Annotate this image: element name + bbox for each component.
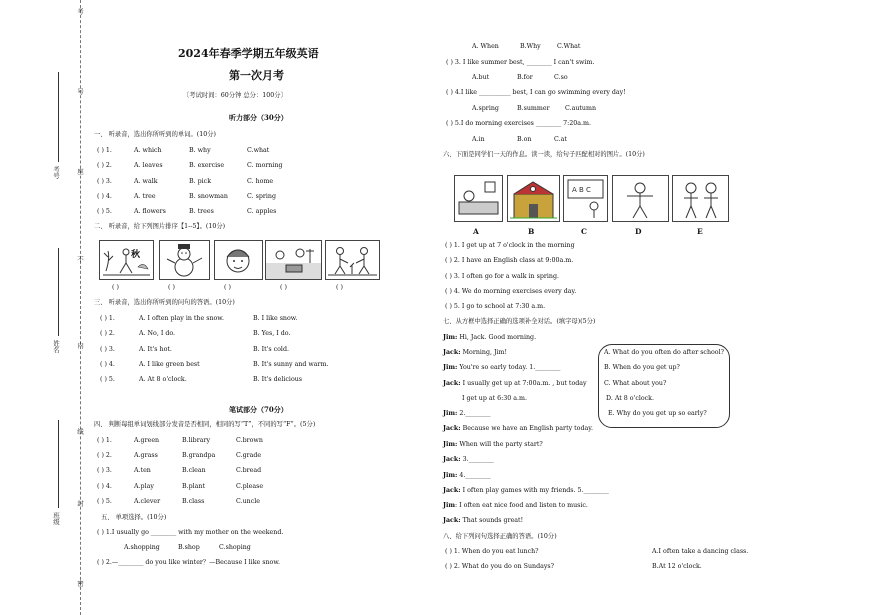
question-text: ( ) 5.I do morning exercises ________ 7:20a.m. bbox=[446, 120, 591, 127]
writing-heading: 笔试部分（70分） bbox=[229, 405, 288, 414]
margin-char: 线 bbox=[76, 428, 84, 435]
question-text: ( ) 2. What do you do on Sundays? bbox=[445, 563, 555, 570]
dialog-line bbox=[443, 472, 491, 480]
margin-char: 不 bbox=[76, 256, 84, 263]
answer-blank[interactable]: ( ) bbox=[224, 284, 231, 291]
line-text: I often play games with my friends. 5.________ bbox=[460, 487, 609, 494]
line-text: 3.________ bbox=[460, 456, 494, 463]
margin-char: 内 bbox=[76, 342, 84, 349]
option-c: C. apples bbox=[247, 208, 277, 215]
option-a: A. At 8 o'clock. bbox=[139, 376, 187, 383]
match-item: ( ) 3. I often go for a walk in spring. bbox=[445, 273, 559, 280]
option-a: A. No, I do. bbox=[139, 330, 176, 337]
dialog-line bbox=[443, 410, 491, 418]
option-a: A.play bbox=[134, 483, 154, 490]
option-num: ( ) 5. bbox=[97, 498, 112, 505]
option-c: C.What bbox=[557, 43, 581, 50]
option-b: B.shop bbox=[178, 544, 200, 551]
dialog-line bbox=[443, 487, 609, 495]
speaker: Jack: bbox=[443, 380, 461, 387]
option-a: A. which bbox=[134, 147, 162, 154]
svg-text:A B C: A B C bbox=[572, 186, 591, 194]
option-b: B.for bbox=[517, 74, 533, 81]
answer-blank[interactable]: ( ) bbox=[168, 284, 175, 291]
option-b: B.clean bbox=[182, 467, 206, 474]
option-b: B. It's delicious bbox=[253, 376, 303, 383]
line-text: That sounds great! bbox=[460, 517, 524, 524]
match-item: ( ) 5. I go to school at 7:30 a.m. bbox=[445, 303, 546, 310]
answer-blank[interactable]: ( ) bbox=[280, 284, 287, 291]
option-a: A.clever bbox=[134, 498, 161, 505]
option-num: ( ) 2. bbox=[97, 162, 112, 169]
answer-option: B.At 12 o'clock. bbox=[652, 563, 702, 570]
option-c: C.brown bbox=[236, 437, 263, 444]
option-num: ( ) 4. bbox=[100, 361, 115, 368]
option-b: B. I like snow. bbox=[253, 315, 298, 322]
class-label: 班级 bbox=[52, 512, 60, 525]
section-title: 七、从方框中选择正确的选项补全对话。(填字母)(5分) bbox=[443, 318, 596, 325]
question-text: ( ) 2.—________ do you like winter？—Because I like snow. bbox=[97, 559, 280, 566]
picture-letter: B bbox=[528, 227, 535, 236]
picture-c-classroom bbox=[563, 175, 608, 222]
option-c: C.autumn bbox=[565, 105, 597, 112]
answer-blank[interactable]: ( ) bbox=[336, 284, 343, 291]
line-text: When will the party start? bbox=[457, 441, 543, 448]
option-num: ( ) 1. bbox=[97, 437, 112, 444]
picture-b-school bbox=[507, 175, 560, 222]
answer-option: A.I often take a dancing class. bbox=[652, 548, 749, 555]
option-c: C.what bbox=[247, 147, 270, 154]
option-a: A.but bbox=[472, 74, 490, 81]
question-text: ( ) 1.I usually go ________ with my mother on the weekend. bbox=[97, 529, 284, 536]
option-c: C.so bbox=[554, 74, 568, 81]
option-b: B. exercise bbox=[189, 162, 225, 169]
option-num: ( ) 2. bbox=[97, 452, 112, 459]
question-text: ( ) 3. I like summer best, ________ I can't swim. bbox=[446, 59, 595, 66]
option-b: B.class bbox=[182, 498, 205, 505]
option-a: A. walk bbox=[134, 178, 158, 185]
exam-number-line[interactable] bbox=[58, 72, 59, 162]
line-text: Morning, Jim! bbox=[460, 349, 508, 356]
listening-heading: 听力部分（30分） bbox=[229, 113, 288, 122]
option-c: C.at bbox=[554, 136, 567, 143]
option-b: B. trees bbox=[189, 208, 214, 215]
option-num: ( ) 3. bbox=[97, 178, 112, 185]
picture-girl bbox=[214, 240, 263, 280]
section-title: 五、 单项选择。(10分) bbox=[101, 514, 167, 521]
picture-picnic bbox=[265, 240, 322, 280]
line-text: Because we have an English party today. bbox=[460, 425, 593, 432]
option-num: ( ) 4. bbox=[97, 193, 112, 200]
box-option: B. When do you get up? bbox=[604, 364, 680, 371]
option-a: A.green bbox=[134, 437, 160, 444]
line-text: : I often eat nice food and listen to music. bbox=[455, 502, 588, 509]
speaker: Jack: bbox=[443, 456, 461, 463]
line-text: I usually get up at 7:00a.m. , but today bbox=[460, 380, 587, 387]
dialog-line bbox=[462, 395, 527, 403]
speaker: Jack: bbox=[443, 425, 461, 432]
option-num: ( ) 2. bbox=[100, 330, 115, 337]
option-b: B.summer bbox=[517, 105, 550, 112]
section-title: 三、 听录音，选出你所听到的问句的答语。(10分) bbox=[94, 299, 235, 306]
option-a: A. flowers bbox=[134, 208, 166, 215]
option-num: ( ) 5. bbox=[97, 208, 112, 215]
option-b: B.plant bbox=[182, 483, 206, 490]
dialog-line bbox=[443, 517, 523, 525]
question-text: ( ) 1. When do you eat lunch? bbox=[445, 548, 539, 555]
speaker: Jim bbox=[443, 502, 456, 509]
option-num: ( ) 1. bbox=[97, 147, 112, 154]
name-line[interactable] bbox=[58, 248, 59, 336]
option-num: ( ) 3. bbox=[97, 467, 112, 474]
dialog-line bbox=[443, 456, 494, 464]
speaker: Jim: bbox=[443, 441, 458, 448]
box-option: D. At 8 o'clock. bbox=[606, 395, 655, 402]
dialog-line bbox=[443, 334, 536, 342]
option-num: ( ) 5. bbox=[100, 376, 115, 383]
option-c: C.shoping bbox=[219, 544, 251, 551]
box-option: C. What about you? bbox=[604, 380, 667, 387]
question-text: ( ) 4.I like __________ best, I can go swimming every day! bbox=[446, 89, 626, 96]
speaker: Jim: bbox=[443, 410, 458, 417]
dialog-line bbox=[443, 349, 507, 357]
option-a: A.in bbox=[472, 136, 485, 143]
dialog-line bbox=[443, 502, 588, 510]
section-title: 二、 听录音，给下列图片排序【1--5】。(10分) bbox=[94, 223, 226, 230]
section-title: 四、 判断每组单词划线部分发音是否相同，相同的写“T”，不同的写“F”。(5分) bbox=[94, 421, 316, 428]
match-item: ( ) 1. I get up at 7 o'clock in the morning bbox=[445, 242, 575, 249]
speaker: Jack: bbox=[443, 487, 461, 494]
speaker: Jim: bbox=[443, 472, 458, 479]
speaker: Jack: bbox=[443, 349, 461, 356]
option-c: C.uncle bbox=[236, 498, 260, 505]
option-a: A. I like green best bbox=[139, 361, 200, 368]
dialog-line bbox=[443, 441, 543, 449]
picture-letter: A bbox=[473, 227, 479, 236]
option-c: C. spring bbox=[247, 193, 276, 200]
dialog-line bbox=[443, 380, 587, 388]
picture-letter: C bbox=[581, 227, 587, 236]
match-item: ( ) 2. I have an English class at 9:00a.m. bbox=[445, 257, 574, 264]
section-title: 八、给下列问句选择正确的答语。(10分) bbox=[443, 533, 557, 540]
answer-blank[interactable]: ( ) bbox=[112, 284, 119, 291]
margin-char: 封 bbox=[76, 500, 84, 507]
margin-char: 考 bbox=[76, 8, 84, 15]
line-text: 4.________ bbox=[457, 472, 491, 479]
margin-char: 号 bbox=[76, 88, 84, 95]
page-title: 2024年春季学期五年级英语 bbox=[178, 47, 319, 60]
page-subtitle: 第一次月考 bbox=[229, 69, 284, 82]
option-c: C. home bbox=[247, 178, 274, 185]
option-b: B.on bbox=[517, 136, 532, 143]
option-b: B. why bbox=[189, 147, 211, 154]
option-num: ( ) 4. bbox=[97, 483, 112, 490]
option-b: B. It's sunny and warm. bbox=[253, 361, 329, 368]
option-a: A.spring bbox=[472, 105, 499, 112]
option-c: C.grade bbox=[236, 452, 262, 459]
picture-autumn-leaves bbox=[99, 240, 154, 280]
option-num: ( ) 3. bbox=[100, 346, 115, 353]
option-a: A. When bbox=[472, 43, 499, 50]
picture-snowman bbox=[159, 240, 210, 280]
exam-info: 〔考试时间：60分钟 总分：100分〕 bbox=[183, 92, 287, 99]
speaker: Jim: bbox=[443, 334, 458, 341]
option-a: A. It's hot. bbox=[139, 346, 172, 353]
class-line[interactable] bbox=[58, 420, 59, 508]
picture-planting bbox=[325, 240, 380, 280]
option-b: B. Yes, I do. bbox=[253, 330, 291, 337]
name-label: 姓名 bbox=[52, 340, 60, 353]
picture-letter: E bbox=[697, 227, 703, 236]
match-item: ( ) 4. We do morning exercises every day. bbox=[445, 288, 577, 295]
speaker: Jim: bbox=[443, 364, 458, 371]
line-text: 2.________ bbox=[457, 410, 491, 417]
line-text: Hi, Jack. Good morning. bbox=[457, 334, 537, 341]
margin-char: 座 bbox=[76, 168, 84, 175]
autumn-character: 秋 bbox=[131, 250, 141, 260]
option-b: B.library bbox=[182, 437, 211, 444]
line-text: I get up at 6:30 a.m. bbox=[462, 395, 528, 402]
margin-char: 密 bbox=[76, 580, 84, 587]
dialog-line bbox=[443, 364, 560, 372]
section-title: 六、下面是同学们一天的作息。读一读，给句子匹配相对的图片。(10分) bbox=[443, 151, 645, 158]
picture-d-exercise bbox=[612, 175, 669, 222]
option-num: ( ) 1. bbox=[100, 315, 115, 322]
option-a: A. tree bbox=[134, 193, 156, 200]
option-a: A.ten bbox=[134, 467, 151, 474]
section-title: 一、 听录音，选出你所听到的单词。(10分) bbox=[94, 131, 216, 138]
option-a: A. leaves bbox=[134, 162, 163, 169]
option-c: C. morning bbox=[247, 162, 283, 169]
option-b: B.grandpa bbox=[182, 452, 216, 459]
option-a: A. I often play in the snow. bbox=[139, 315, 224, 322]
line-text: You're so early today. 1.________ bbox=[457, 364, 561, 371]
speaker: Jack: bbox=[443, 517, 461, 524]
option-b: B. snowman bbox=[189, 193, 228, 200]
option-b: B. It's cold. bbox=[253, 346, 289, 353]
box-option: A. What do you often do after school? bbox=[604, 349, 724, 356]
option-a: A.shopping bbox=[124, 544, 160, 551]
exam-number-label: 考号 bbox=[52, 166, 60, 179]
option-a: A.grass bbox=[134, 452, 158, 459]
option-c: C.bread bbox=[236, 467, 262, 474]
option-b: B. pick bbox=[189, 178, 212, 185]
picture-a-getting-up bbox=[454, 175, 503, 222]
picture-letter: D bbox=[635, 227, 642, 236]
dialog-line bbox=[443, 425, 593, 433]
option-c: C.please bbox=[236, 483, 264, 490]
box-option: E. Why do you get up so early? bbox=[608, 410, 707, 417]
option-b: B.Why bbox=[520, 43, 541, 50]
picture-e-walking bbox=[672, 175, 729, 222]
